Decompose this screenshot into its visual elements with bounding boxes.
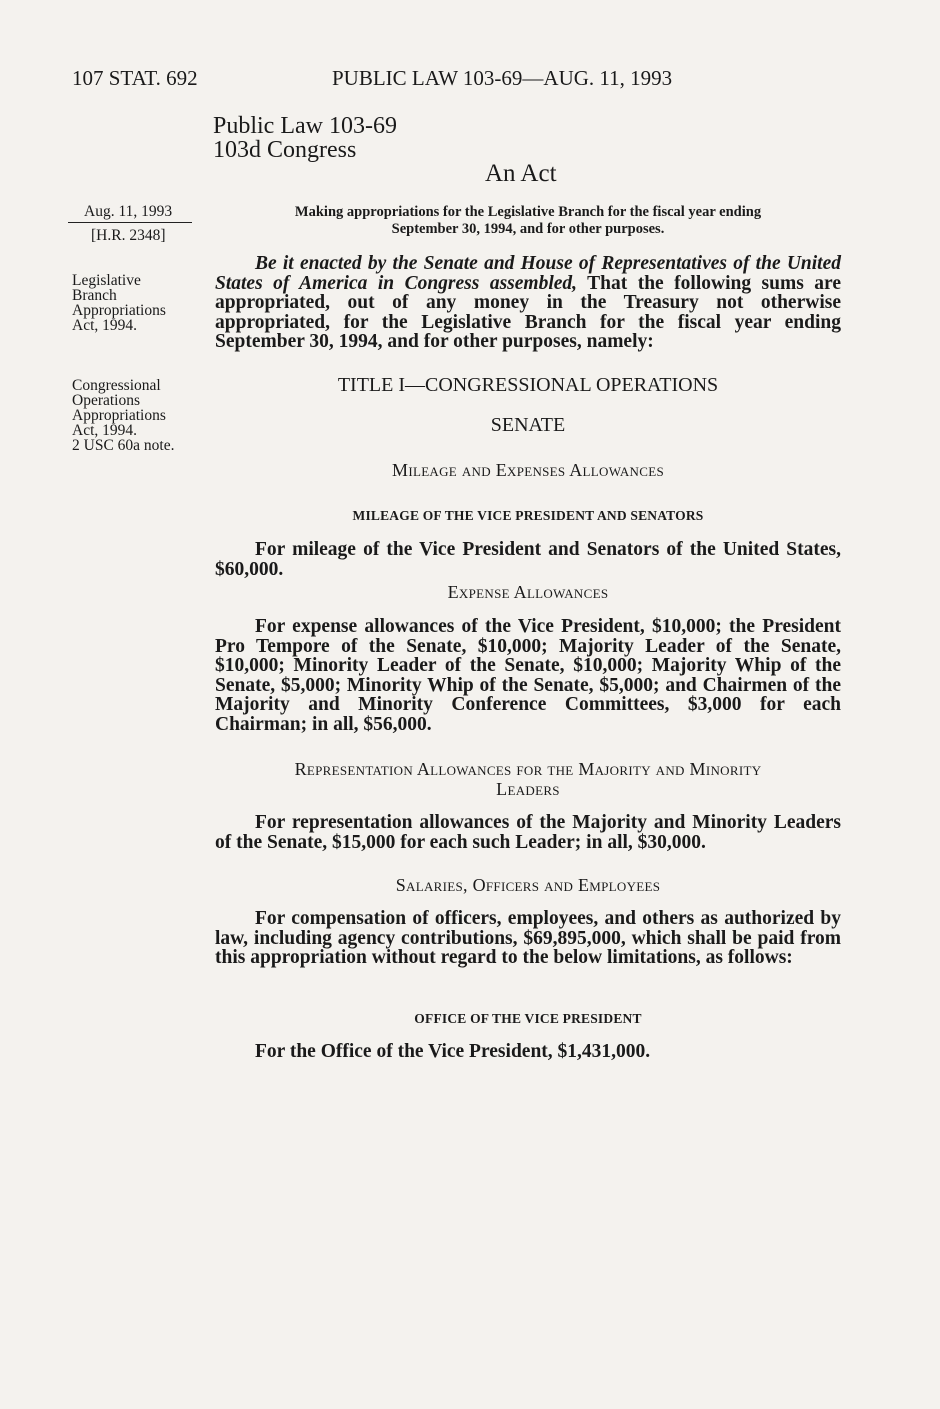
law-number: Public Law 103-69: [213, 113, 397, 139]
subheading-office-vp: OFFICE OF THE VICE PRESIDENT: [414, 1011, 642, 1026]
paragraph-expense: For expense allowances of the Vice President, $10,000; the President Pro Tempore of the Senate, $10,000; Majority Leader of the Senate, $10,000; Minority Leader of the Senate, $10,000; Majority Whip of the Senate, $5,000; Minority Whip of the Senate, $5,000; and Chairmen of the Majority and Minority Conference Committees, $3,000 for each Chairman; in all, $56,000.: [215, 616, 841, 735]
margin-divider: [68, 222, 192, 223]
act-purpose: Making appropriations for the Legislative Branch for the fiscal year ending September 30, 1994, and for other purposes.: [294, 204, 762, 237]
enacting-formula: Be it enacted by the Senate and House of Representatives of the United States of America in Congress assembled,: [215, 253, 841, 294]
law-identification: [213, 114, 397, 162]
congress-number: 103d Congress: [213, 137, 357, 163]
margin-note-congressional: Congressional Operations Appropriations Act, 1994. 2 USC 60a note.: [72, 377, 175, 454]
running-header: PUBLIC LAW 103-69—AUG. 11, 1993: [332, 66, 673, 90]
heading-mileage-expenses: Mileage and Expenses Allowances: [392, 460, 664, 480]
paragraph-office-vp: For the Office of the Vice President, $1,431,000.: [255, 1041, 651, 1062]
margin-note-legislative: Legislative Branch Appropriations Act, 1994.: [72, 272, 166, 334]
title-heading: TITLE I—CONGRESSIONAL OPERATIONS: [337, 374, 719, 396]
stat-citation: 107 STAT. 692: [72, 66, 198, 90]
subheading-mileage-vp: MILEAGE OF THE VICE PRESIDENT AND SENATORS: [352, 508, 704, 523]
heading-salaries: Salaries, Officers and Employees: [395, 875, 661, 895]
paragraph-representation: For representation allowances of the Majority and Minority Leaders of the Senate, $15,000 for each such Leader; in all, $30,000.: [215, 812, 841, 853]
enacting-clause: [215, 254, 841, 352]
enacting-text: That the following sums are appropriated, out of any money in the Treasury not otherwise appropriated, for the Legislative Branch for the fiscal year ending September 30, 1994, and for other purposes, namely:: [215, 272, 841, 353]
paragraph-mileage: For mileage of the Vice President and Senators of the United States, $60,000.: [215, 539, 841, 580]
heading-expense-allowances: Expense Allowances: [447, 582, 609, 602]
chamber-heading: SENATE: [490, 414, 566, 436]
margin-bill-number: [H.R. 2348]: [91, 227, 166, 244]
act-label: An Act: [485, 160, 557, 187]
paragraph-salaries: For compensation of officers, employees, and others as authorized by law, including agency contributions, $69,895,000, which shall be paid from this appropriation without regard to the below limitations, as follows:: [215, 908, 841, 969]
heading-representation: Representation Allowances for the Majority and Minority Leaders: [294, 759, 762, 799]
margin-date: Aug. 11, 1993: [84, 203, 173, 220]
